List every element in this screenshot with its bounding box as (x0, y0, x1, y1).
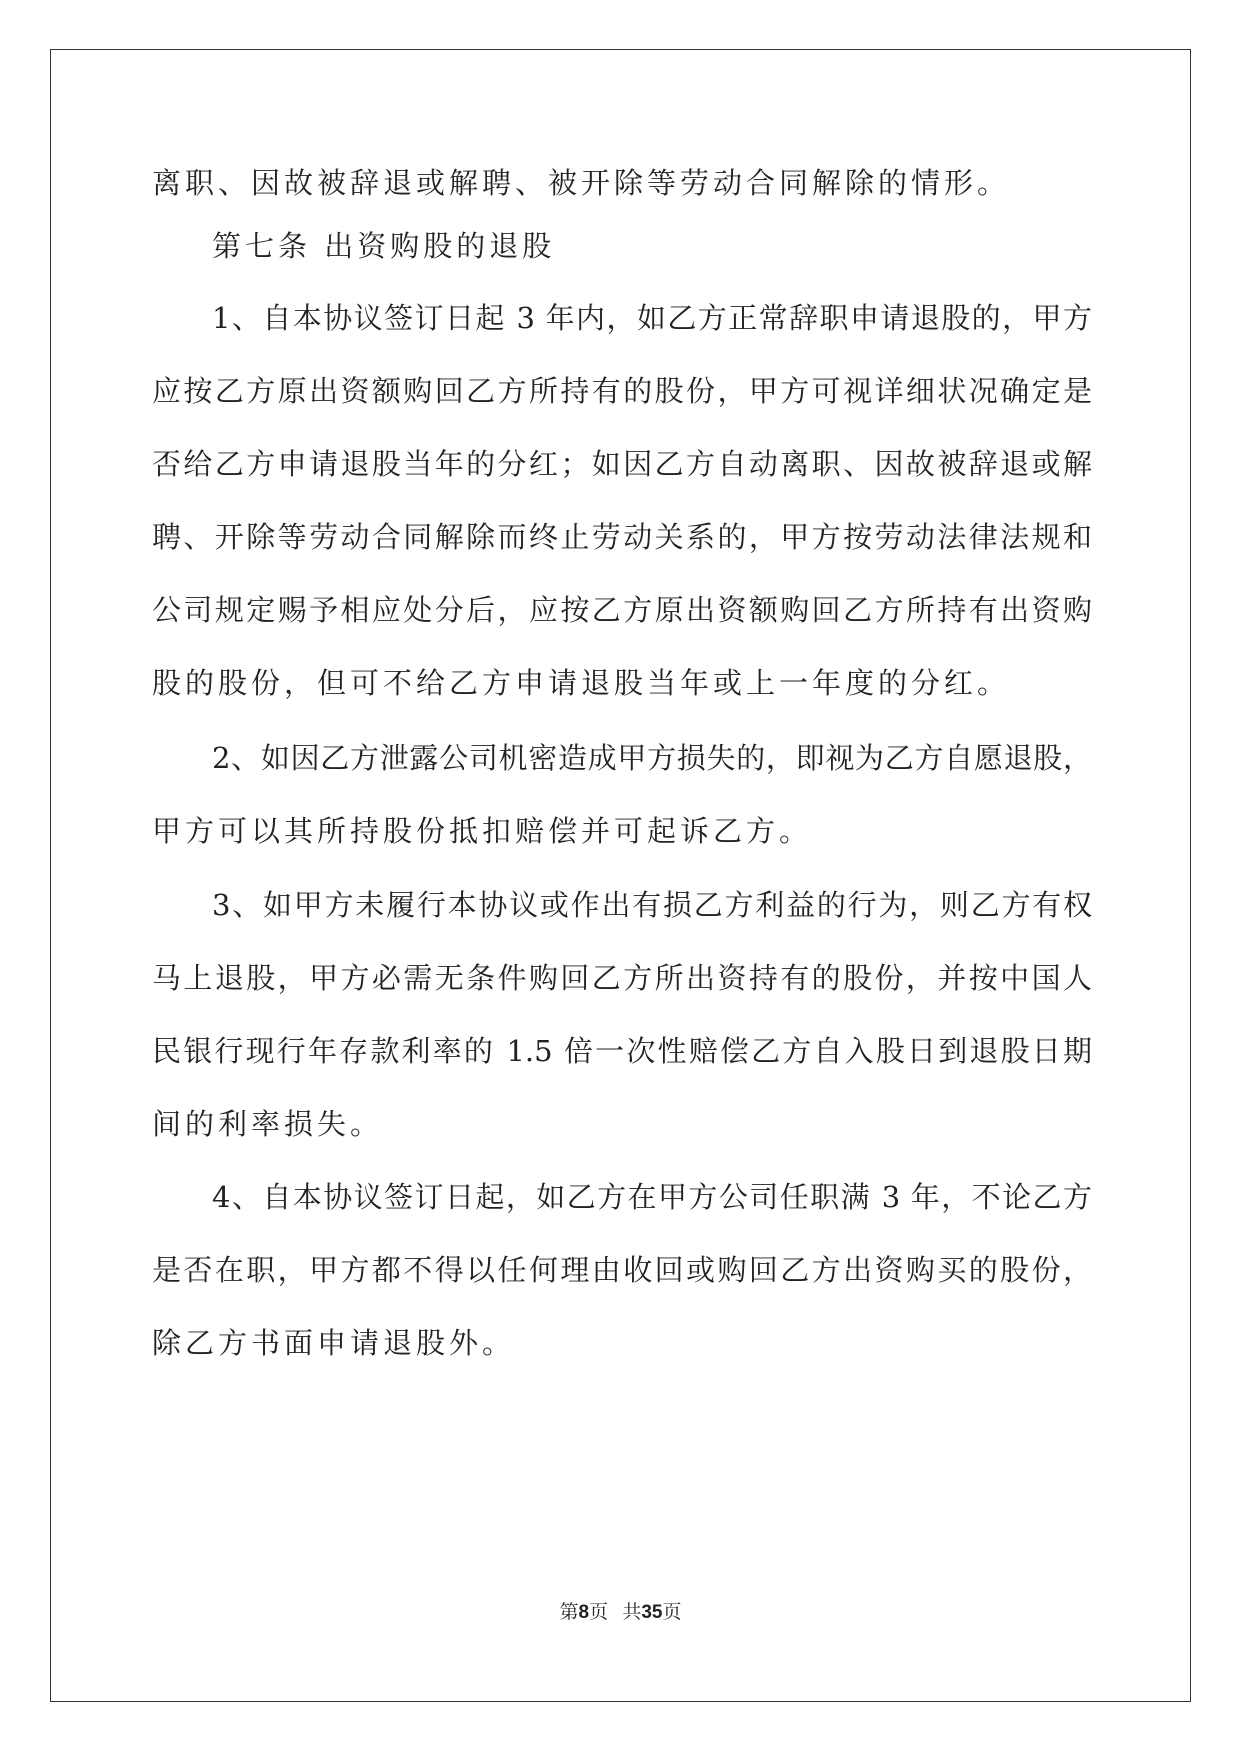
page-number: 8 (578, 1602, 590, 1623)
paragraph-line: 应按乙方原出资额购回乙方所持有的股份，甲方可视详细状况确定是 (152, 374, 1092, 408)
page-suffix: 页 (589, 1602, 609, 1623)
paragraph-line: 1、自本协议签订日起 3 年内，如乙方正常辞职申请退股的，甲方 (212, 301, 1092, 335)
total-prefix: 共 (622, 1602, 642, 1623)
paragraph-line: 否给乙方申请退股当年的分红；如因乙方自动离职、因故被辞退或解 (152, 447, 1092, 481)
paragraph-line: 3、如甲方未履行本协议或作出有损乙方利益的行为，则乙方有权 (212, 888, 1092, 922)
total-pages: 35 (641, 1602, 663, 1623)
page-border (50, 49, 1191, 1702)
paragraph-line: 除乙方书面申请退股外。 (152, 1326, 516, 1360)
paragraph-line: 公司规定赐予相应处分后，应按乙方原出资额购回乙方所持有出资购 (152, 593, 1092, 627)
section-heading: 第七条 出资购股的退股 (212, 229, 556, 263)
paragraph-line: 甲方可以其所持股份抵扣赔偿并可起诉乙方。 (152, 814, 813, 848)
paragraph-line: 是否在职，甲方都不得以任何理由收回或购回乙方出资购买的股份， (152, 1253, 1092, 1287)
page-footer (0, 1600, 1241, 1626)
paragraph-line: 股的股份，但可不给乙方申请退股当年或上一年度的分红。 (152, 666, 1011, 700)
paragraph-line: 2、如因乙方泄露公司机密造成甲方损失的，即视为乙方自愿退股， (212, 741, 1092, 775)
paragraph-line: 马上退股，甲方必需无条件购回乙方所出资持有的股份，并按中国人 (152, 961, 1092, 995)
paragraph-line: 聘、开除等劳动合同解除而终止劳动关系的，甲方按劳动法律法规和 (152, 520, 1092, 554)
paragraph-line: 间的利率损失。 (152, 1107, 384, 1141)
paragraph-line: 民银行现行年存款利率的 1.5 倍一次性赔偿乙方自入股日到退股日期 (152, 1034, 1092, 1068)
page-prefix: 第 (559, 1602, 579, 1623)
paragraph-line: 离职、因故被辞退或解聘、被开除等劳动合同解除的情形。 (152, 166, 1011, 200)
paragraph-line: 4、自本协议签订日起，如乙方在甲方公司任职满 3 年，不论乙方 (212, 1180, 1092, 1214)
total-suffix: 页 (662, 1602, 682, 1623)
